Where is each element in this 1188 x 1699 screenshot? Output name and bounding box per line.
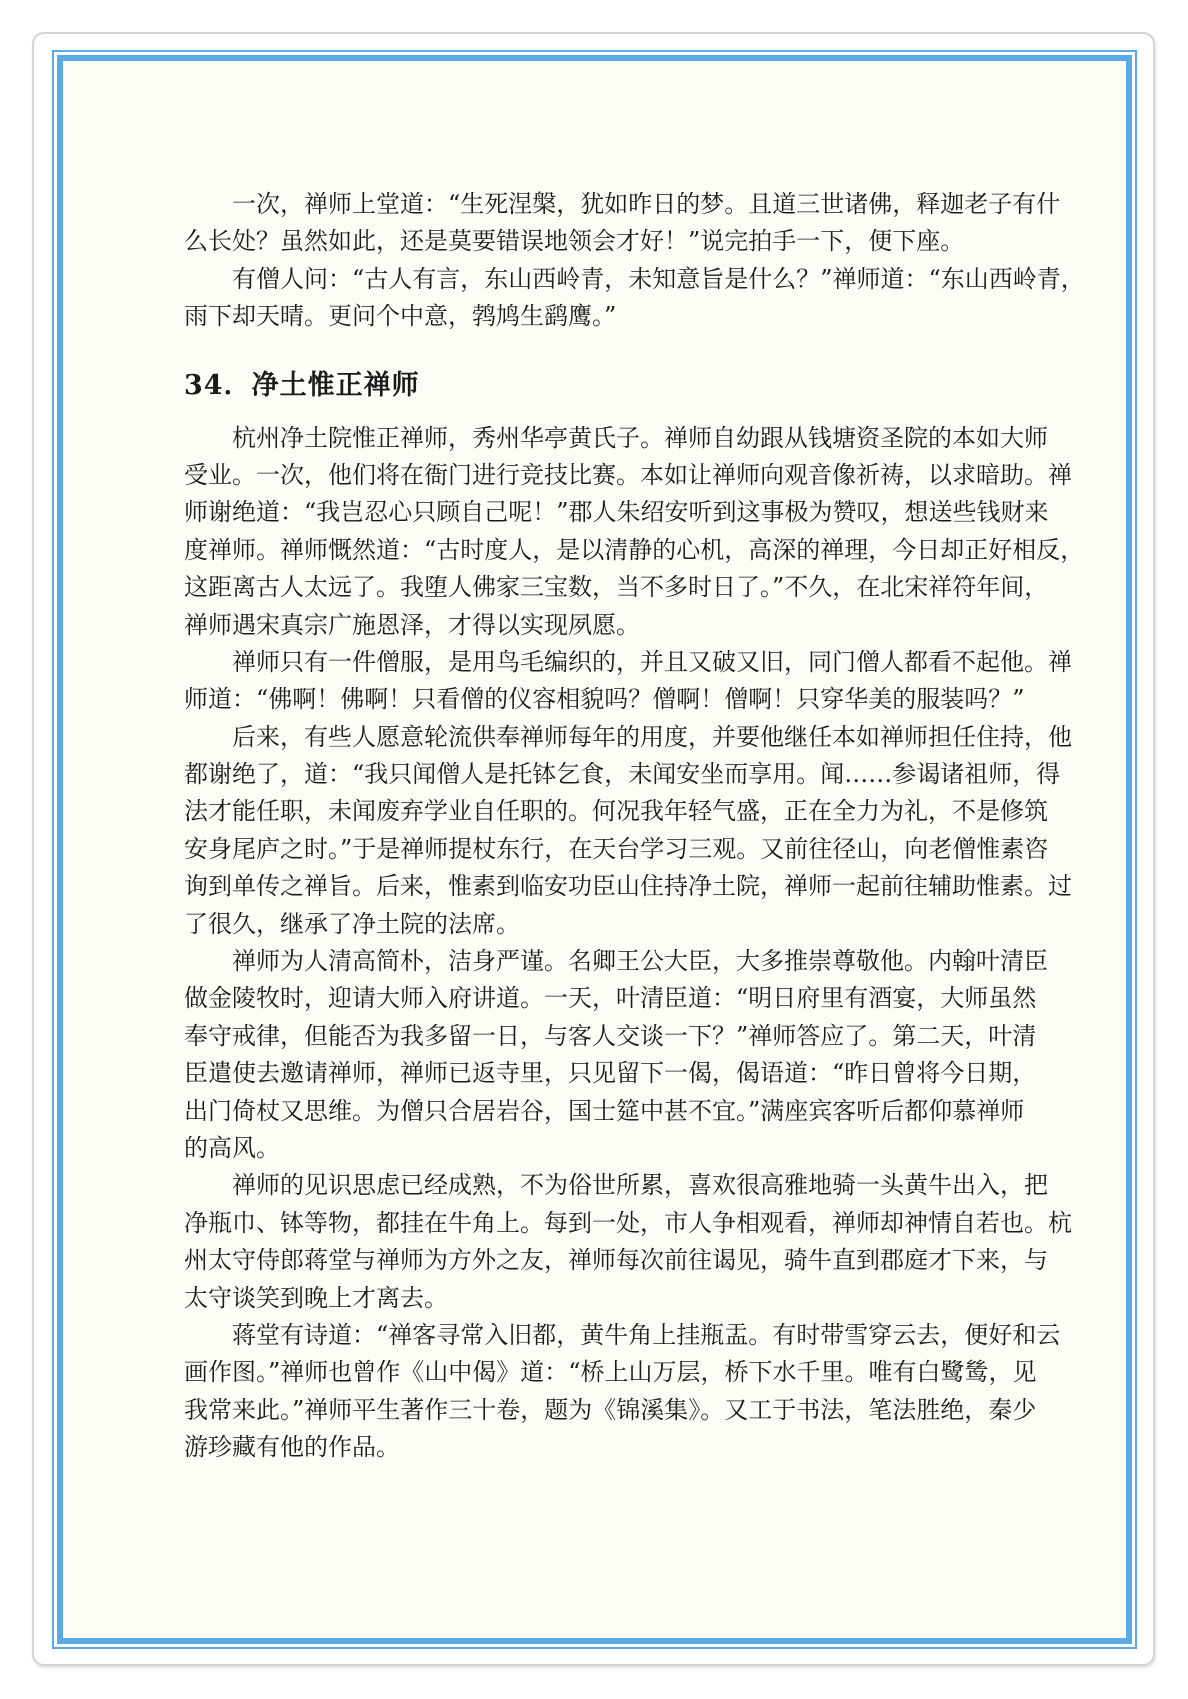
text-line: 臣遣使去邀请禅师，禅师已返寺里，只见留下一偈，偈语道：“昨日曾将今日期， [184, 1059, 1037, 1088]
text-line: 禅师只有一件僧服，是用鸟毛编织的，并且又破又旧，同门僧人都看不起他。禅 [232, 647, 1072, 676]
text-line: 安身尾庐之时。”于是禅师提杖东行，在天台学习三观。又前往径山，向老僧惟素咨 [184, 834, 1049, 863]
paragraph [184, 1317, 1061, 1467]
text-line: 后来，有些人愿意轮流供奉禅师每年的用度，并要他继任本如禅师担任住持，他 [232, 722, 1072, 751]
text-line: 度禅师。禅师慨然道：“古时度人，是以清静的心机，高深的禅理，今日却正好相反， [184, 535, 1085, 564]
text-line: 询到单传之禅旨。后来，惟素到临安功臣山住持净土院，禅师一起前往辅助惟素。过 [184, 872, 1072, 901]
paragraph [184, 1167, 1072, 1317]
paragraph [184, 261, 1085, 336]
text-line: 受业。一次，他们将在衙门进行竞技比赛。本如让禅师向观音像祈祷，以求暗助。禅 [184, 460, 1072, 489]
text-line: 师谢绝道：“我岂忍心只顾自己呢！”郡人朱绍安听到这事极为赞叹，想送些钱财来 [184, 498, 1049, 527]
text-line: 有僧人问：“古人有言，东山西岭青，未知意旨是什么？”禅师道：“东山西岭青， [232, 264, 1085, 293]
text-line: 出门倚杖又思维。为僧只合居岩谷，国士筵中甚不宜。”满座宾客听后都仰慕禅师 [184, 1096, 1025, 1125]
paragraph [184, 644, 1072, 719]
text-line: 禅师的见识思虑已经成熟，不为俗世所累，喜欢很高雅地骑一头黄牛出入，把 [232, 1171, 1048, 1200]
text-line: 杭州净土院惟正禅师，秀州华亭黄氏子。禅师自幼跟从钱塘资圣院的本如大师 [232, 423, 1048, 452]
page-body [184, 186, 1085, 1467]
text-line: 禅师为人清高简朴，洁身严谨。名卿王公大臣，大多推崇尊敬他。内翰叶清臣 [232, 947, 1048, 976]
text-line: 么长处？虽然如此，还是莫要错误地领会才好！”说完拍手一下，便下座。 [184, 227, 965, 256]
text-line: 师道：“佛啊！佛啊！只看僧的仪容相貌吗？僧啊！僧啊！只穿华美的服装吗？” [184, 685, 1025, 714]
text-line: 游珍藏有他的作品。 [184, 1433, 400, 1462]
text-line: 蒋堂有诗道：“禅客寻常入旧都，黄牛角上挂瓶盂。有时带雪穿云去，便好和云 [232, 1320, 1061, 1349]
text-line: 奉守戒律，但能否为我多留一日，与客人交谈一下？”禅师答应了。第二天，叶清 [184, 1021, 1037, 1050]
text-line: 一次，禅师上堂道：“生死涅槃，犹如昨日的梦。且道三世诸佛，释迦老子有什 [232, 190, 1061, 218]
text-line: 雨下却天晴。更问个中意，鹁鸠生鹞鹰。” [184, 302, 617, 331]
text-line: 太守谈笑到晚上才离去。 [184, 1283, 448, 1312]
text-line: 禅师遇宋真宗广施恩泽，才得以实现夙愿。 [184, 610, 640, 639]
section-heading: 34．净土惟正禅师 [184, 369, 420, 401]
text-line: 画作图。”禅师也曾作《山中偈》道：“桥上山万层，桥下水千里。唯有白鹭鸶，见 [184, 1358, 1037, 1387]
text-line: 这距离古人太远了。我堕人佛家三宝数，当不多时日了。”不久，在北宋祥符年间， [184, 573, 1049, 602]
paragraph [184, 186, 1061, 261]
text-line: 净瓶巾、钵等物，都挂在牛角上。每到一处，市人争相观看，禅师却神情自若也。杭 [184, 1208, 1072, 1237]
paragraph [184, 719, 1072, 943]
text-line: 州太守侍郎蒋堂与禅师为方外之友，禅师每次前往谒见，骑牛直到郡庭才下来，与 [184, 1246, 1048, 1275]
text-line: 都谢绝了，道：“我只闻僧人是托钵乞食，未闻安坐而享用。闻……参谒诸祖师，得 [184, 760, 1061, 789]
paragraph [184, 943, 1048, 1167]
text-line: 的高风。 [184, 1133, 280, 1162]
text-line: 了很久，继承了净土院的法席。 [184, 909, 520, 938]
text-line: 做金陵牧时，迎请大师入府讲道。一天，叶清臣道：“明日府里有酒宴，大师虽然 [184, 984, 1037, 1013]
paragraph [184, 420, 1085, 644]
text-line: 我常来此。”禅师平生著作三十卷，题为《锦溪集》。又工于书法，笔法胜绝，秦少 [184, 1395, 1037, 1424]
text-line: 法才能任职，未闻废弃学业自任职的。何况我年轻气盛，正在全力为礼，不是修筑 [184, 797, 1048, 826]
